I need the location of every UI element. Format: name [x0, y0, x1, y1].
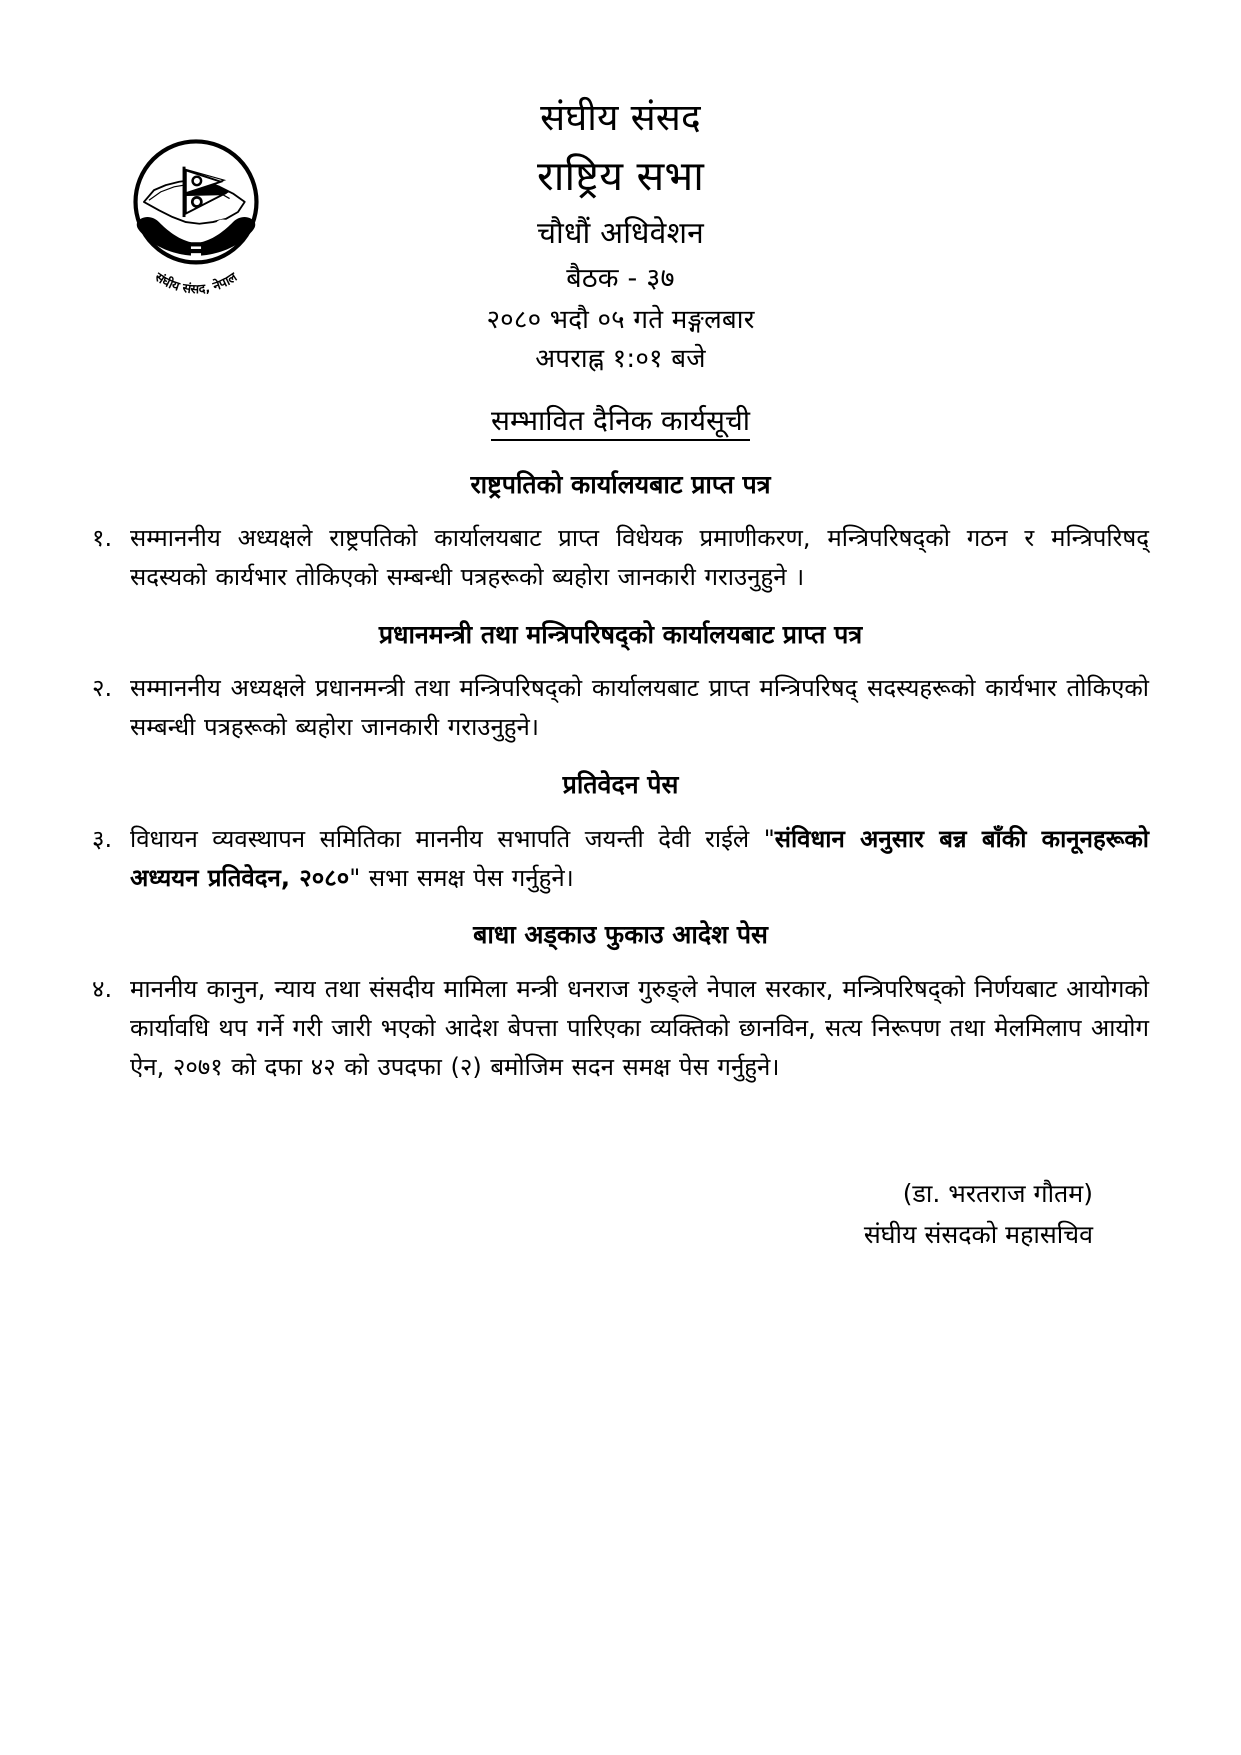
section-heading: प्रतिवेदन पेस: [562, 770, 679, 800]
agenda-item-text: [130, 669, 1149, 747]
agenda-item: [92, 820, 1149, 898]
meeting-time: अपराह्न १:०१ बजे: [535, 343, 706, 374]
agenda-item-text-lead: विधायन व्यवस्थापन समितिका माननीय सभापति जयन्ती देवी राईले ": [130, 824, 775, 853]
svg-text:संघीय संसद, नेपाल: [152, 269, 240, 296]
emblem-svg: [112, 128, 280, 296]
page-title: [92, 401, 1149, 439]
agenda-item-text: [130, 820, 1149, 898]
agenda-item-text-lead: माननीय कानुन, न्याय तथा संसदीय मामिला मन्त्री धनराज गुरुङ्ले नेपाल सरकार, मन्त्रिपरिषद्को निर्णयबाट आयोगको कार्यावधि थप गर्ने गरी जारी भएको आदेश बेपत्ता पारिएका व्यक्तिको छानविन, सत्य निरूपण तथा मेलमिलाप आयोग ऐन, २०७१ को दफा ४२ को उपदफा (२) बमोजिम सदन समक्ष पेस गर्नुहुने।: [130, 974, 1149, 1081]
agenda-item: [92, 519, 1149, 597]
agenda-item-text: [130, 519, 1149, 597]
emblem-caption: संघीय संसद, नेपाल: [152, 269, 240, 296]
agenda-item-number: ४.: [92, 974, 113, 1003]
agenda-item-number: १.: [92, 524, 113, 553]
agenda-item-text-lead: सम्माननीय अध्यक्षले प्रधानमन्त्री तथा मन्त्रिपरिषद्को कार्यालयबाट प्राप्त मन्त्रिपरिषद् सदस्यहरूको कार्यभार तोकिएको सम्बन्धी पत्रहरूको ब्यहोरा जानकारी गराउनुहुने।: [130, 674, 1149, 742]
signatory-designation: संघीय संसदको महासचिव: [863, 1219, 1093, 1249]
agenda-item: [92, 669, 1149, 747]
section-heading: राष्ट्रपतिको कार्यालयबाट प्राप्त पत्र: [470, 469, 771, 499]
agenda-item: [92, 970, 1149, 1087]
agenda-item-text-tail: " सभा समक्ष पेस गर्नुहुने।: [349, 863, 574, 892]
agenda-item-report-title: संविधान अनुसार बन्न बाँकी कानूनहरूको अध्ययन प्रतिवेदन, २०८०: [130, 824, 1149, 892]
meeting-date: २०८० भदौ ०५ गते मङ्गलबार: [486, 305, 755, 336]
meeting-number: बैठक - ३७: [566, 263, 675, 295]
agenda-item-number: ३.: [92, 824, 113, 853]
section-heading: बाधा अड्काउ फुकाउ आदेश पेस: [473, 920, 768, 950]
signatory-name: (डा. भरतराज गौतम): [902, 1178, 1093, 1208]
parliament-name: संघीय संसद: [540, 96, 701, 139]
signature-block: [92, 1173, 1149, 1256]
section-heading: प्रधानमन्त्री तथा मन्त्रिपरिषद्को कार्यालयबाट प्राप्त पत्र: [378, 619, 863, 649]
agenda-sections: [92, 469, 1149, 1087]
session-name: चौधौं अधिवेशन: [536, 216, 705, 252]
federal-parliament-nepal-emblem-icon: [112, 128, 280, 296]
agenda-item-text: [130, 970, 1149, 1087]
agenda-item-number: २.: [92, 674, 113, 703]
agenda-item-text-lead: सम्माननीय अध्यक्षले राष्ट्रपतिको कार्यालयबाट प्राप्त विधेयक प्रमाणीकरण, मन्त्रिपरिषद्को गठन र मन्त्रिपरिषद् सदस्यको कार्यभार तोकिएको सम्बन्धी पत्रहरूको ब्यहोरा जानकारी गराउनुहुने ।: [130, 524, 1149, 591]
page-title-text: सम्भावित दैनिक कार्यसूची: [491, 404, 750, 441]
house-name: राष्ट्रिय सभा: [536, 151, 705, 200]
